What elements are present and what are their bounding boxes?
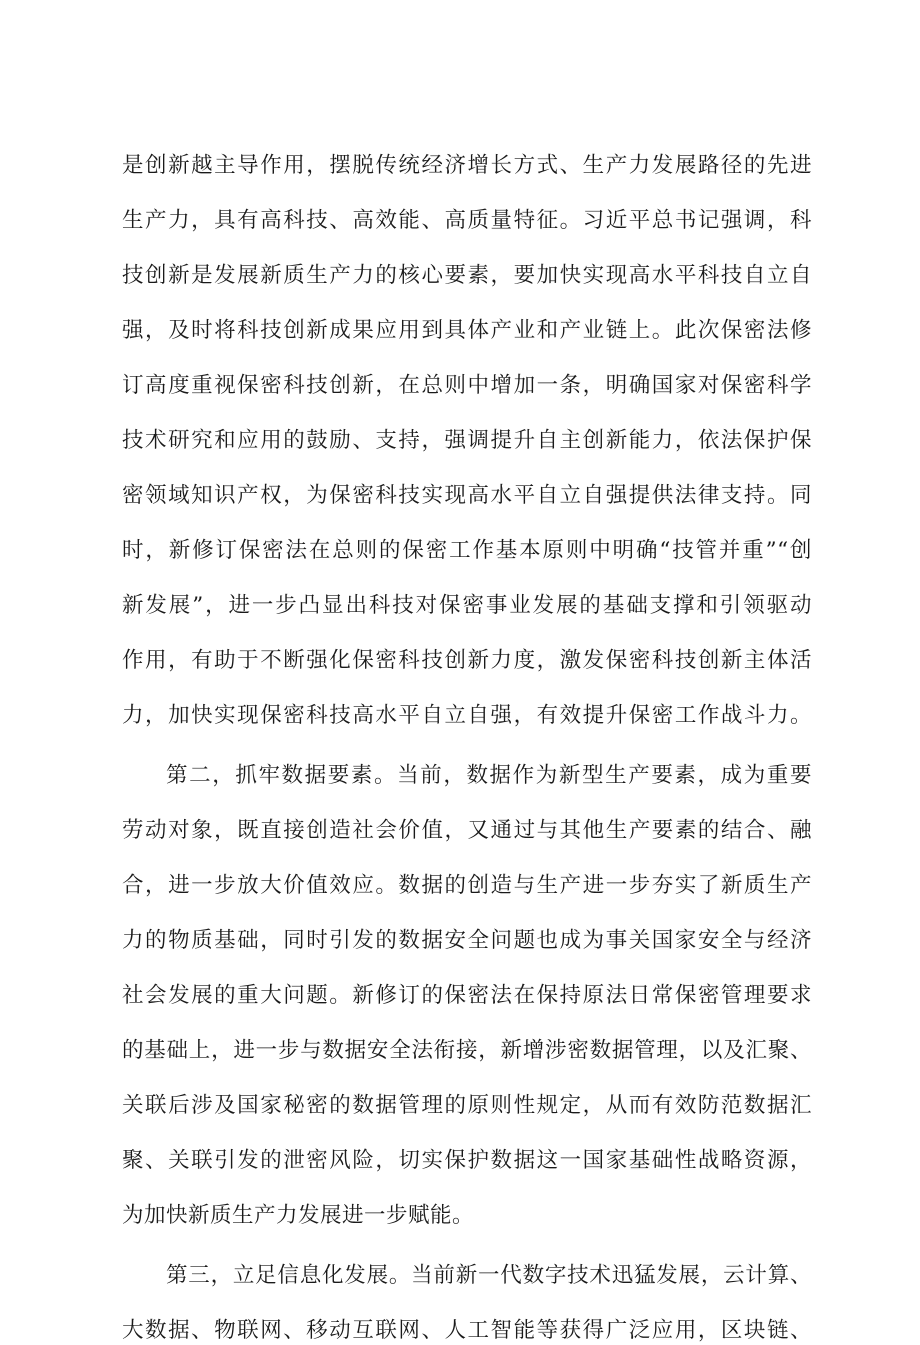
text-line: 订高度重视保密科技创新，在总则中增加一条，明确国家对保密科学 — [122, 373, 812, 398]
text-line: 社会发展的重大问题。新修订的保密法在保持原法日常保密管理要求 — [122, 983, 812, 1008]
text-line: 合，进一步放大价值效应。数据的创造与生产进一步夯实了新质生产 — [122, 873, 812, 898]
text-line: 生产力，具有高科技、高效能、高质量特征。习近平总书记强调，科 — [122, 208, 812, 233]
text-line: 力的物质基础，同时引发的数据安全问题也成为事关国家安全与经济 — [122, 928, 812, 953]
text-line: 的基础上，进一步与数据安全法衔接，新增涉密数据管理，以及汇聚、 — [122, 1038, 812, 1063]
paragraph-first-line: 第二，抓牢数据要素。当前，数据作为新型生产要素，成为重要 — [166, 763, 812, 788]
text-line: 大数据、物联网、移动互联网、人工智能等获得广泛应用，区块链、 — [122, 1318, 812, 1343]
text-line: 时，新修订保密法在总则的保密工作基本原则中明确“技管并重”“创 — [122, 538, 812, 563]
text-line: 技术研究和应用的鼓励、支持，强调提升自主创新能力，依法保护保 — [122, 428, 812, 453]
text-line: 劳动对象，既直接创造社会价值，又通过与其他生产要素的结合、融 — [122, 818, 812, 843]
text-line: 为加快新质生产力发展进一步赋能。 — [122, 1203, 475, 1228]
text-line: 力，加快实现保密科技高水平自立自强，有效提升保密工作战斗力。 — [122, 703, 812, 728]
text-line: 密领域知识产权，为保密科技实现高水平自立自强提供法律支持。同 — [122, 483, 812, 508]
text-line: 强，及时将科技创新成果应用到具体产业和产业链上。此次保密法修 — [122, 318, 812, 343]
text-line: 新发展”，进一步凸显出科技对保密事业发展的基础支撑和引领驱动 — [122, 593, 812, 618]
paragraph-first-line: 第三，立足信息化发展。当前新一代数字技术迅猛发展，云计算、 — [166, 1263, 812, 1288]
text-line: 聚、关联引发的泄密风险，切实保护数据这一国家基础性战略资源， — [122, 1148, 812, 1173]
text-line: 是创新越主导作用，摆脱传统经济增长方式、生产力发展路径的先进 — [122, 153, 812, 178]
text-line: 作用，有助于不断强化保密科技创新力度，激发保密科技创新主体活 — [122, 648, 812, 673]
text-line: 技创新是发展新质生产力的核心要素，要加快实现高水平科技自立自 — [122, 263, 812, 288]
text-line: 关联后涉及国家秘密的数据管理的原则性规定，从而有效防范数据汇 — [122, 1093, 812, 1118]
